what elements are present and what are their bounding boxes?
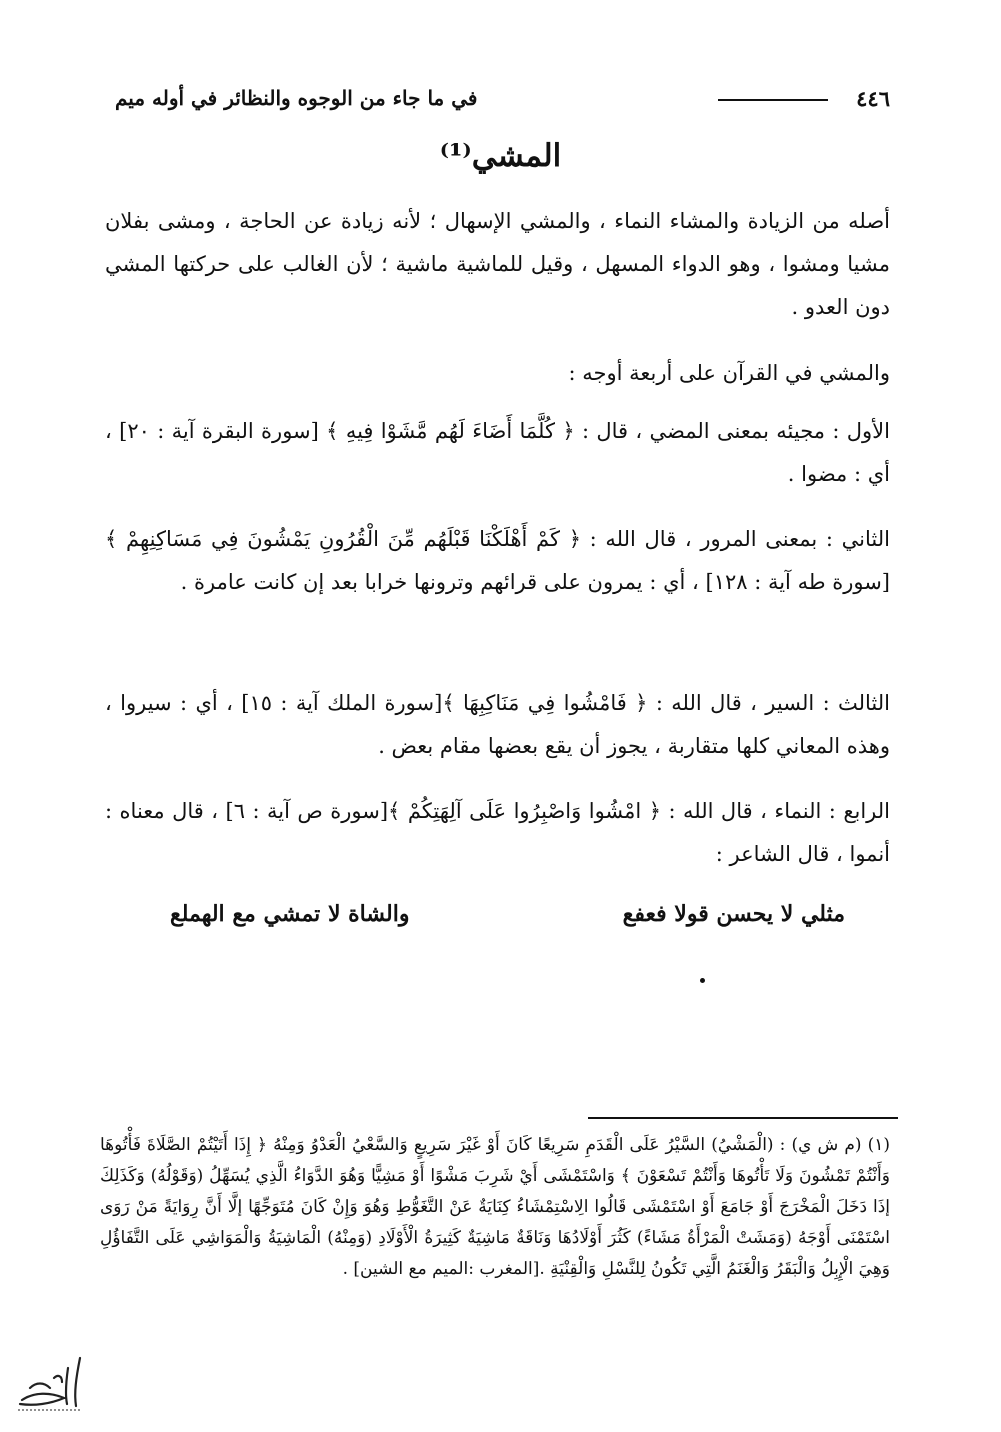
paragraph-meaning-4: الرابع : النماء ، قال الله : ﴿ امْشُوا وَاصْبِرُوا عَلَى آلِهَتِكُمْ ﴾[سورة ص آية : ٦] ، قال معناه : أنموا ، قال الشاعر : <box>105 799 891 866</box>
header-rule <box>718 99 828 101</box>
paragraph-meaning-1: الأول : مجيئه بمعنى المضي ، قال : ﴿ كُلَّمَا أَضَاءَ لَهُم مَّشَوْا فِيهِ ﴾ [سورة البقرة آية : ٢٠] ، أي : مضوا . <box>105 419 890 486</box>
page-number: ٤٤٦ <box>856 86 890 111</box>
publisher-logo <box>10 1348 90 1416</box>
paragraph-meaning-3: الثالث : السير ، قال الله : ﴿ فَامْشُوا فِي مَنَاكِبِهَا ﴾[سورة الملك آية : ١٥] ، أي : سيروا ، وهذه المعاني كلها متقاربة ، يجوز أن يقع بعضها مقام بعض . <box>105 691 890 758</box>
footnote: (١) (م ش ي) : (الْمَشْيُ) السَّيْرُ عَلَى الْقَدَمِ سَرِيعًا كَانَ أَوْ غَيْرَ سَرِيعٍ وَالسَّعْيُ الْعَدْوُ وَمِنْهُ ﴿ إِذَا أَتَيْتُمْ الصَّلَاةَ فَأْتُوهَا وَأَنْتُمْ تَمْشُونَ وَلَا تَأْتُوهَا وَأَنْتُمْ تَسْعَوْنَ ﴾ وَاسْتَمْشَى أَيْ شَرِبَ مَشْوًا أَوْ مَشِيًّا وَهُوَ الدَّوَاءُ الَّذِي يُسَهِّلُ (وَقَوْلُهُ) وَكَذَلِكَ إذَا دَخَلَ الْمَخْرَجَ أَوْ جَامَعَ أَوْ اسْتَمْشَى قَالُوا الِاسْتِمْشَاءُ كِنَايَةٌ عَنْ التَّغَوُّطِ وَهُوَ وَإِنْ كَانَ مُتَوَجِّهًا إلَّا أَنَّ رِوَايَةً مَنْ رَوَى اسْتَمْنَى أَوْجَهُ (وَمَشَتْ الْمَرْأَةُ مَشَاءً) كَثُرَ أَوْلَادُهَا وَنَاقَةٌ مَاشِيَةٌ كَثِيرَةُ الْأَوْلَادِ (وَمِنْهُ) الْمَاشِيَةُ وَالْمَوَاشِي عَلَى التَّفَاؤُلِ وَهِيَ الْإِبِلُ وَالْبَقَرُ وَالْغَنَمُ الَّتِي تَكُونُ لِلنَّسْلِ وَالْقِنْيَةِ .[المغرب :الميم مع الشين] . <box>100 1135 890 1279</box>
entry-title: المشي⁽¹⁾ <box>439 138 562 174</box>
footnote-rule <box>588 1117 898 1119</box>
paragraph-intro: والمشي في القرآن على أربعة أوجه : <box>568 361 890 385</box>
running-title: في ما جاء من الوجوه والنظائر في أوله ميم <box>115 86 478 110</box>
ornament-dot <box>700 978 705 983</box>
paragraph-definition: أصله من الزيادة والمشاء النماء ، والمشي الإسهال ؛ لأنه زيادة عن الحاجة ، ومشى بفلان مشيا ومشوا ، وهو الدواء المسهل ، وقيل للماشية ماشية ؛ لأن الغالب على حركتها المشي دون العدو . <box>105 209 890 319</box>
poetry-verse <box>170 901 845 945</box>
paragraph-meaning-2: الثاني : بمعنى المرور ، قال الله : ﴿ كَمْ أَهْلَكْنَا قَبْلَهُم مِّنَ الْقُرُونِ يَمْشُونَ فِي مَسَاكِنِهِمْ ﴾[سورة طه آية : ١٢٨] ، أي : يمرون على قرائهم وترونها خرابا بعد إن كانت عامرة . <box>105 527 890 594</box>
verse-hemistich-first: مثلي لا يحسن قولا فعفع <box>622 901 845 927</box>
verse-hemistich-second: والشاة لا تمشي مع الهملع <box>170 901 410 927</box>
running-header <box>115 86 890 116</box>
